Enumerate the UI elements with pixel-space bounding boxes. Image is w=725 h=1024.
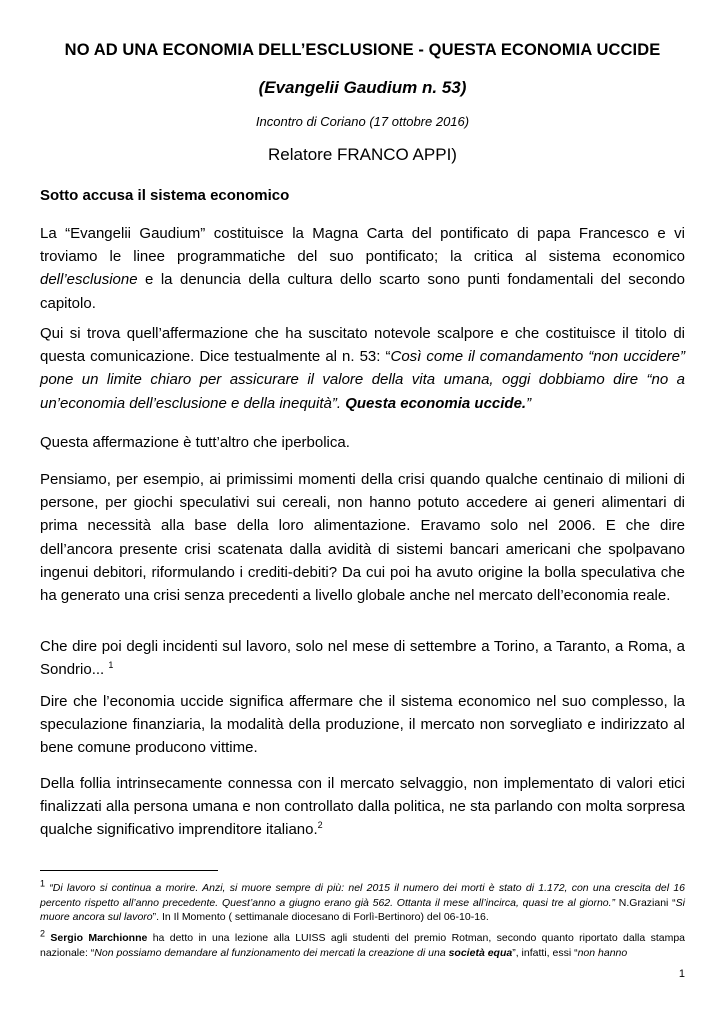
footnote-ref-2[interactable]: 2 <box>317 820 323 831</box>
footnote-2: $^2$ Sergio Marchionne ha detto in una lezione alla LUISS agli studenti del premio Rotman, secondo quanto riportato dalla stampa nazionale: “Non possiamo demandare al funzionamento dei mercati la creazione di una società equa”, infatti, essi “non hanno <box>40 928 686 959</box>
footnote-separator <box>40 870 218 871</box>
paragraph-5: Che dire poi degli incidenti sul lavoro, solo nel mese di settembre a Torino, a Taranto, a Roma, a Sondrio... $^1$ <box>40 638 685 679</box>
footnote-1: $^1$ “Di lavoro si continua a morire. Anzi, si muore sempre di più: nel 2015 il numero dei morti è stato di 1.172, con una crescita del 16 percento rispetto all’anno precedente. Quest’anno a giugno erano già 562. Ottanta il mese all’incirca, quasi tre al giorno.” N.Graziani “Si muore ancora sul lavoro”. In Il Momento ( settimanale diocesano di Forlì-Bertinoro) del 06-10-16. <box>40 878 685 923</box>
page-number: 1 <box>678 968 685 980</box>
paragraph-1: La “Evangelii Gaudium” costituisce la Magna Carta del pontificato di papa Francesco e vi troviamo le linee programmatiche del suo pontificato; la critica al sistema economico dell’esclusione e la denuncia della cultura dello scarto sono punti fondamentali del secondo capitolo. <box>40 225 685 312</box>
paragraph-3: Questa affermazione è tutt’altro che iperbolica. <box>40 434 350 451</box>
paragraph-7: Della follia intrinsecamente connessa con il mercato selvaggio, non implementato di valori etici finalizzati alla persona umana e non controllato dalla politica, ne sta parlando con molta sorpresa qualche significativo imprenditore italiano.$^2$ <box>40 775 685 839</box>
document-subtitle: (Evangelii Gaudium n. 53) <box>258 78 467 97</box>
document-title: NO AD UNA ECONOMIA DELL’ESCLUSIONE - QUESTA ECONOMIA UCCIDE <box>64 41 661 59</box>
paragraph-6: Dire che l’economia uccide significa affermare che il sistema economico nel suo complesso, la speculazione finanziaria, la modalità della produzione, il mercato non sorvegliato e indirizzato al bene comune producono vittime. <box>40 693 685 757</box>
footnote-ref-1[interactable]: 1 <box>108 660 114 671</box>
paragraph-2: Qui si trova quell’affermazione che ha suscitato notevole scalpore e che costituisce il titolo di questa comunicazione. Dice testualmente al n. 53: “Così come il comandamento “non uccidere” pone un limite chiaro per assicurare il valore della vita umana, oggi dobbiamo dire “no a un’economia dell’esclusione e della inequità”. Questa economia uccide.” <box>40 325 685 412</box>
section-heading: Sotto accusa il sistema economico <box>40 187 290 204</box>
paragraph-4: Pensiamo, per esempio, ai primissimi momenti della crisi quando qualche centinaio di milioni di persone, per giochi speculativi sui cereali, non hanno potuto accedere ai generi alimentari di prima necessità alla base della loro alimentazione. Eravamo solo nel 2006. E che dire dell’ancora presente crisi scatenata dalla avidità di sistemi bancari americani che spolpavano ingenui debitori, riformulando i crediti-debiti? Da cui poi ha avuto origine la bolla speculativa che ha generato una crisi senza precedenti a livello globale anche nel mercato dell’economia reale. <box>40 471 685 605</box>
speaker-line: Relatore FRANCO APPI) <box>268 145 457 164</box>
event-line: Incontro di Coriano (17 ottobre 2016) <box>255 114 470 129</box>
